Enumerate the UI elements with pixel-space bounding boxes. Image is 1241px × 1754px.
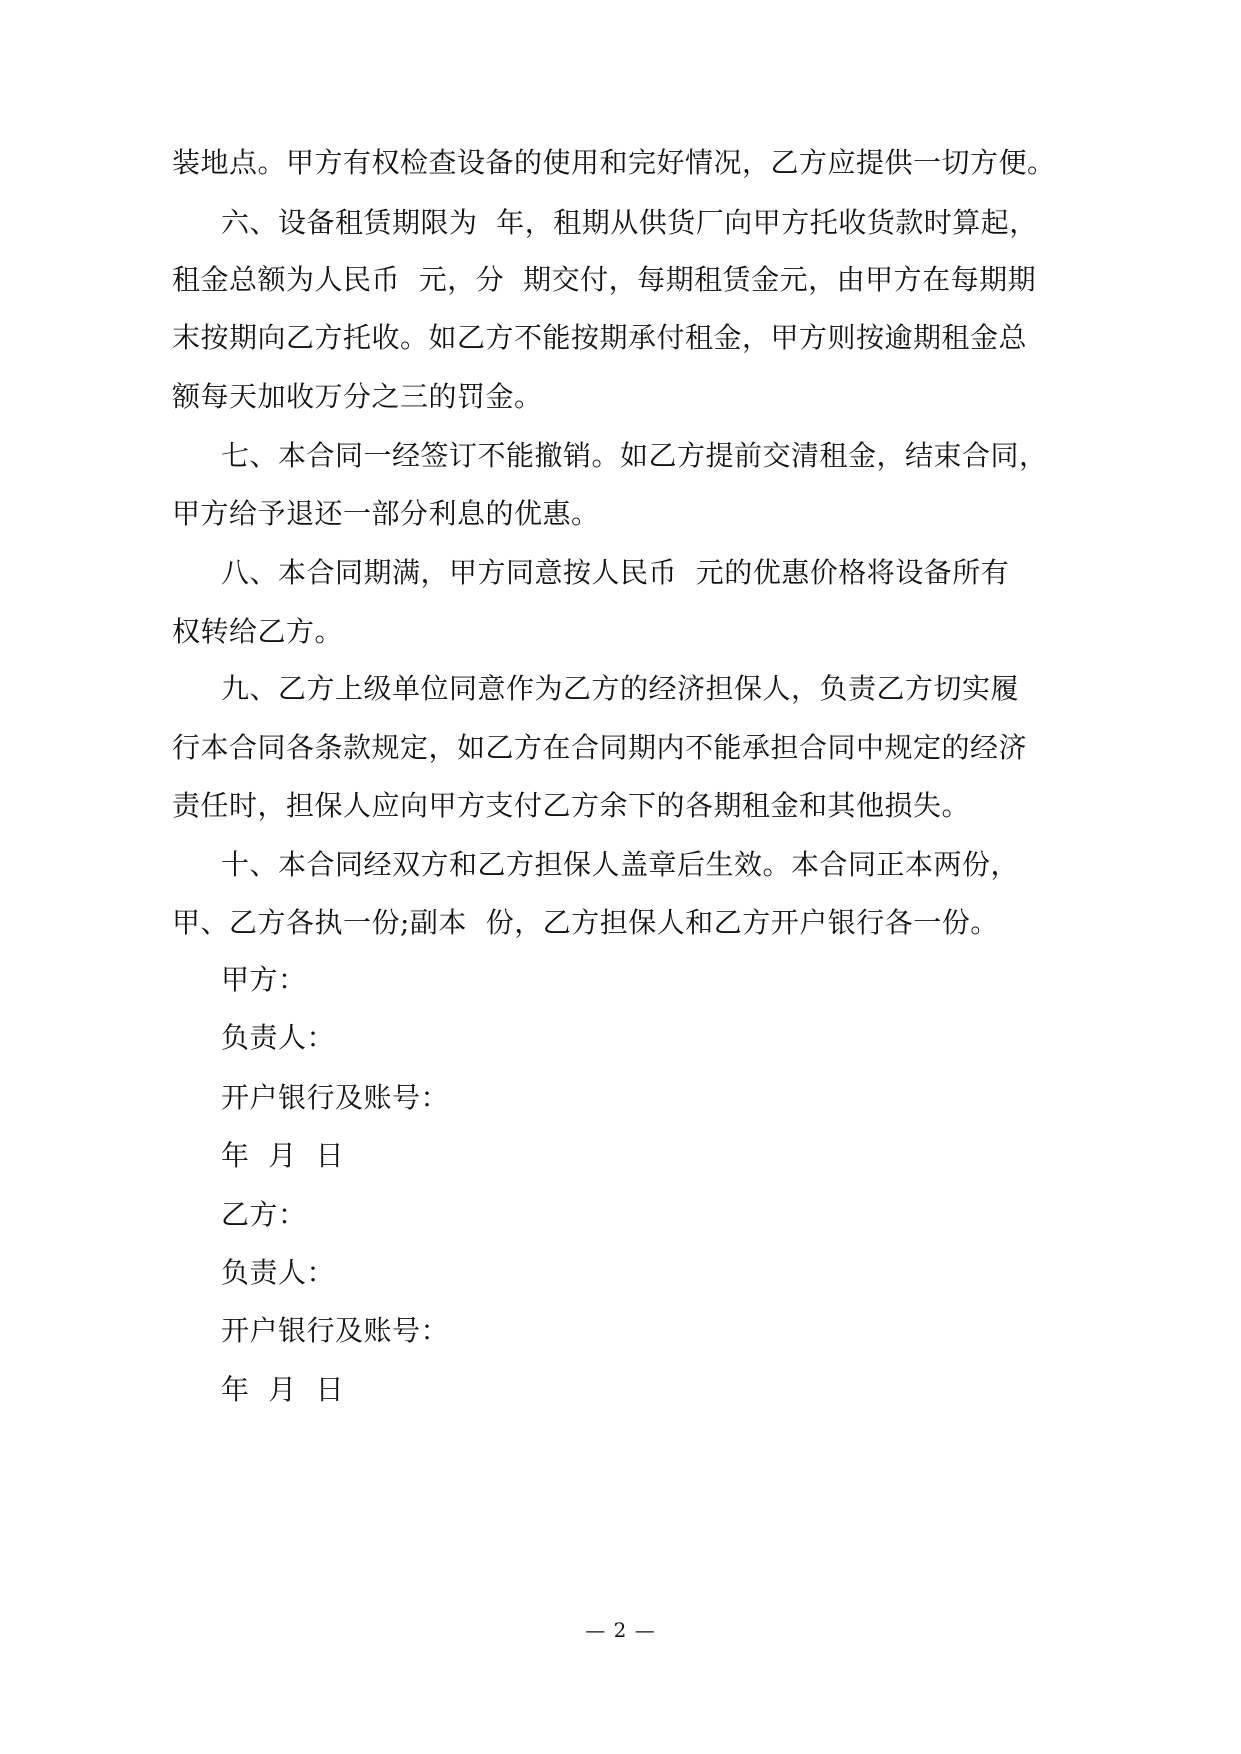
party-b-bank-account-label: 开户银行及账号：: [221, 1314, 450, 1347]
party-a-bank-account-label: 开户银行及账号：: [221, 1081, 450, 1114]
text-line: 甲、乙方各执一份;副本 份，乙方担保人和乙方开户银行各一份。: [172, 906, 999, 939]
text-line: 行本合同各条款规定，如乙方在合同期内不能承担合同中规定的经济: [172, 731, 1028, 764]
text-line: 额每天加收万分之三的罚金。: [172, 380, 543, 413]
party-a-date-label: 年 月 日: [221, 1139, 345, 1172]
text-line: 责任时，担保人应向甲方支付乙方余下的各期租金和其他损失。: [172, 789, 971, 822]
party-b-label: 乙方：: [221, 1198, 307, 1231]
party-a-representative-label: 负责人：: [221, 1021, 336, 1054]
text-line: 末按期向乙方托收。如乙方不能按期承付租金，甲方则按逾期租金总: [172, 321, 1028, 354]
party-a-label: 甲方：: [221, 963, 307, 996]
clause-six-line: 六、设备租赁期限为 年，租期从供货厂向甲方托收货款时算起，: [221, 206, 1038, 239]
text-line: 权转给乙方。: [172, 615, 344, 648]
text-line: 租金总额为人民币 元，分 期交付，每期租赁金元，由甲方在每期期: [172, 263, 1037, 296]
page-number: — 2 —: [585, 1618, 656, 1642]
clause-ten-line: 十、本合同经双方和乙方担保人盖章后生效。本合同正本两份，: [221, 848, 1020, 881]
text-line: 甲方给予退还一部分利息的优惠。: [172, 497, 600, 530]
party-b-date-label: 年 月 日: [221, 1373, 345, 1406]
clause-eight-line: 八、本合同期满，甲方同意按人民币 元的优惠价格将设备所有: [221, 556, 1010, 589]
clause-seven-line: 七、本合同一经签订不能撤销。如乙方提前交清租金，结束合同，: [221, 439, 1048, 472]
text-line: 装地点。甲方有权检查设备的使用和完好情况，乙方应提供一切方便。: [172, 146, 1056, 179]
clause-nine-line: 九、乙方上级单位同意作为乙方的经济担保人，负责乙方切实履: [221, 672, 1020, 705]
party-b-representative-label: 负责人：: [221, 1256, 336, 1289]
